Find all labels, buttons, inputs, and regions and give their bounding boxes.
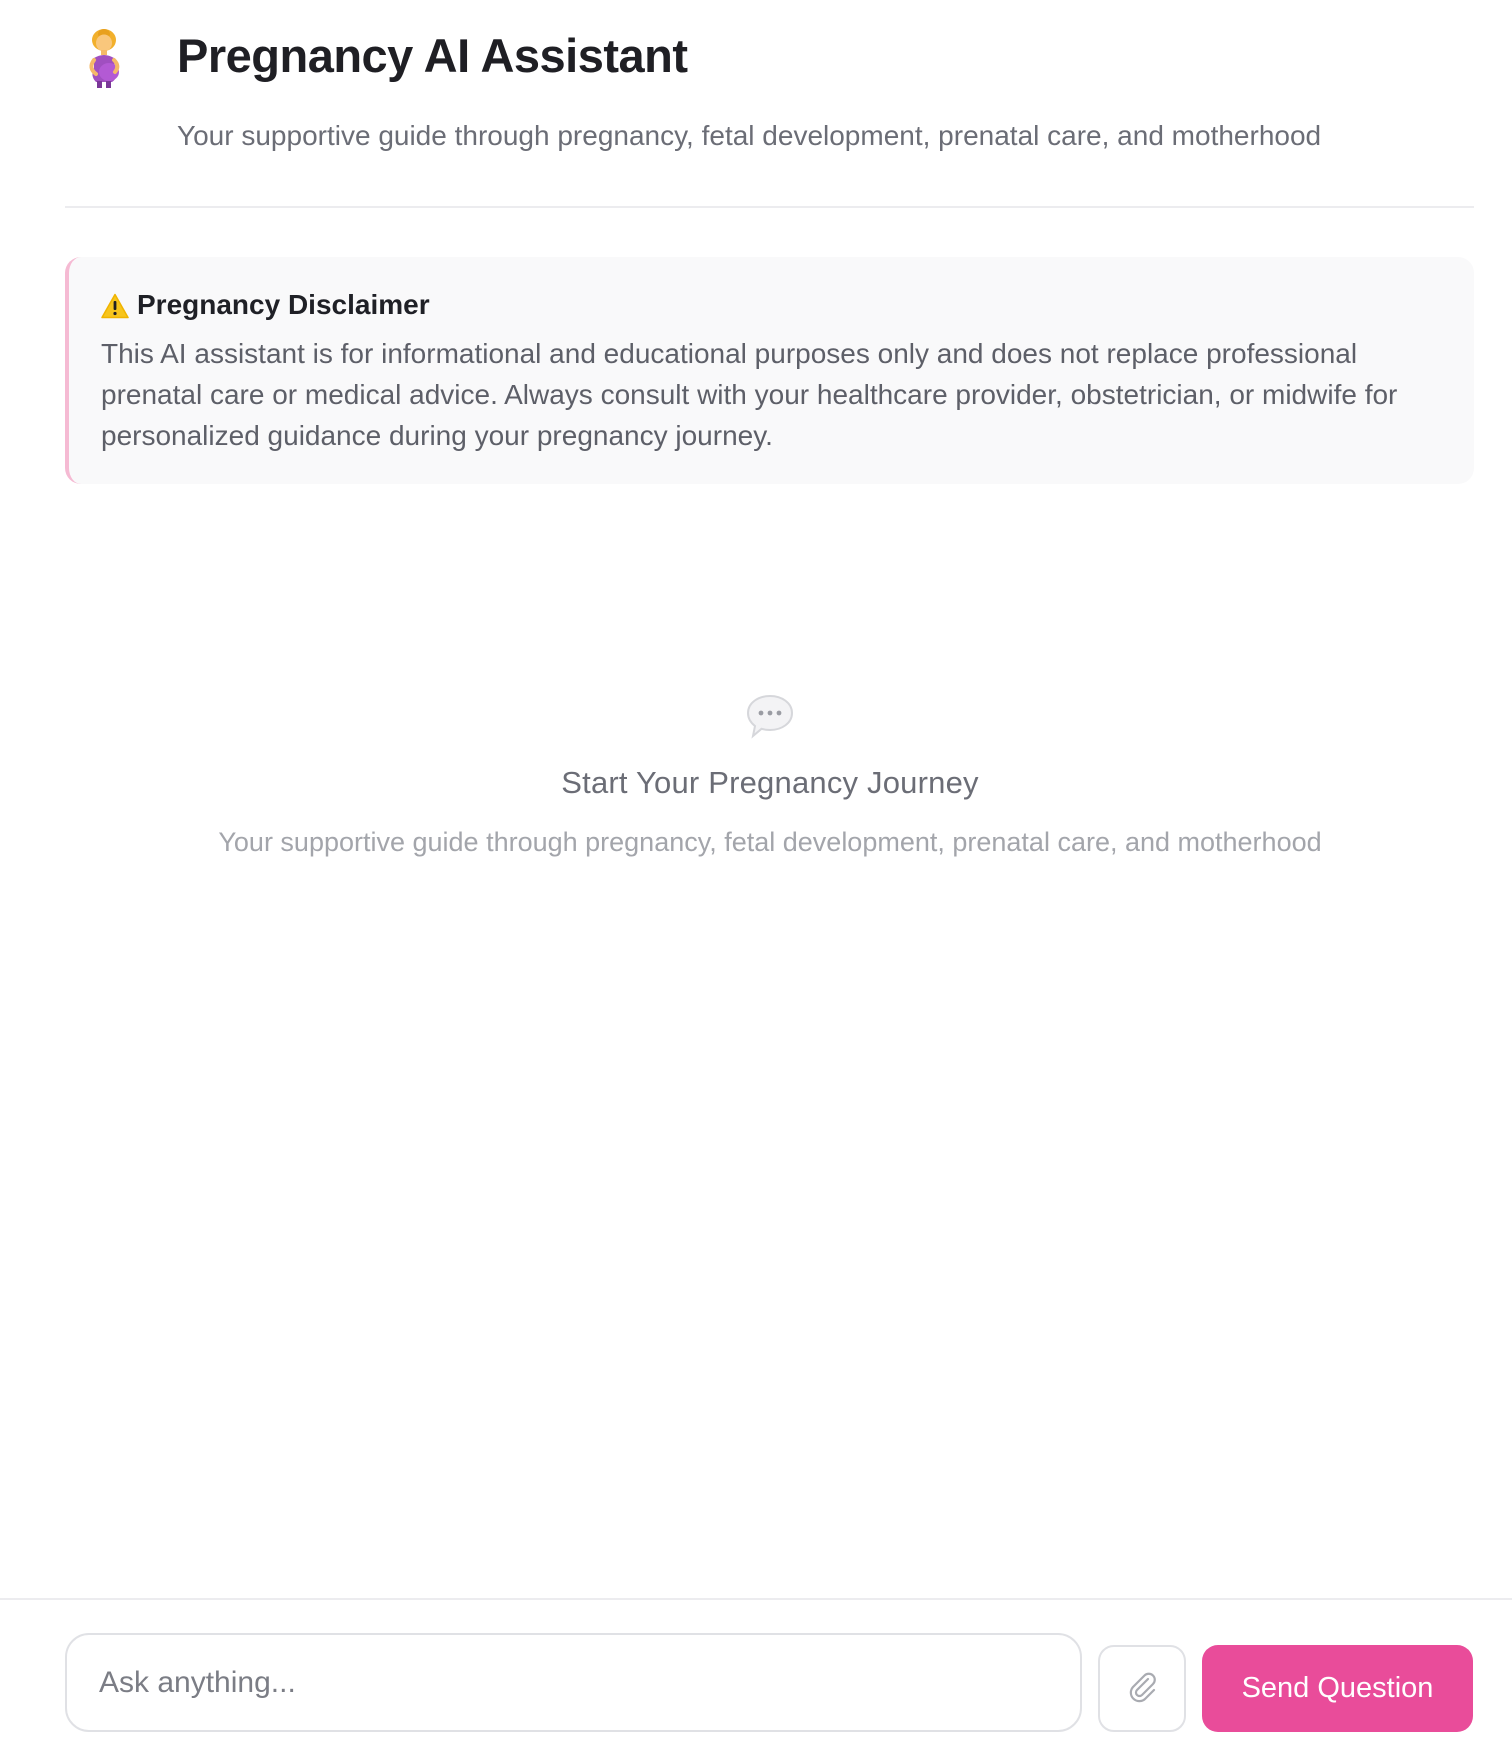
- empty-state-subtitle: Your supportive guide through pregnancy, fetal development, prenatal care, and motherhood: [218, 827, 1322, 857]
- composer-bar: [0, 1598, 1512, 1762]
- disclaimer-title: Pregnancy Disclaimer: [137, 289, 430, 320]
- app-header: [65, 0, 1474, 208]
- page-title: Pregnancy AI Assistant: [177, 29, 688, 82]
- disclaimer-text: This AI assistant is for informational and educational purposes only and does not replace professional prenatal care or medical advice. Always consult with your healthcare provider, obstetrician, or midwife for personalized guidance during your pregnancy journey.: [101, 338, 1398, 451]
- empty-state-title: Start Your Pregnancy Journey: [561, 765, 979, 800]
- empty-state: [0, 690, 1512, 858]
- speech-bubble-icon: [744, 690, 796, 742]
- page-subtitle: Your supportive guide through pregnancy, fetal development, prenatal care, and motherhood: [177, 120, 1322, 151]
- disclaimer-card: [65, 257, 1474, 484]
- attach-button[interactable]: [1098, 1645, 1186, 1732]
- pregnant-woman-icon: [82, 28, 126, 90]
- disclaimer-heading: [101, 287, 1440, 323]
- paperclip-icon: [1124, 1669, 1160, 1708]
- warning-icon: [101, 292, 129, 318]
- send-question-button[interactable]: Send Question: [1202, 1645, 1473, 1732]
- ask-input[interactable]: [65, 1633, 1082, 1732]
